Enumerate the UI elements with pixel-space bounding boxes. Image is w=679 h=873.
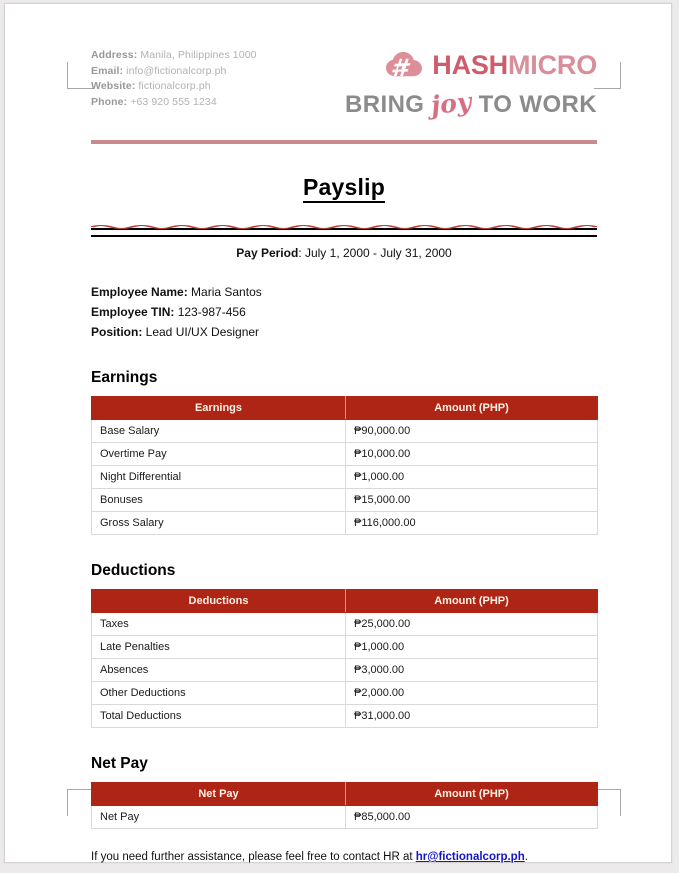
hr-contact-note	[91, 851, 597, 863]
earnings-table	[91, 396, 598, 535]
contact-line-phone	[91, 95, 257, 111]
section-heading-deductions: Deductions	[91, 562, 176, 579]
document-page	[4, 3, 672, 863]
table-row	[92, 613, 598, 636]
table-row	[92, 806, 598, 829]
earnings-row-amount: ₱1,000.00	[346, 466, 598, 489]
contact-line-website	[91, 79, 257, 95]
tagline-to-work: TO WORK	[478, 91, 597, 118]
contact-label-phone: Phone:	[91, 95, 128, 108]
earnings-col-header-amount: Amount (PHP)	[346, 397, 598, 420]
earnings-row-label: Gross Salary	[92, 512, 346, 535]
deductions-row-label: Taxes	[92, 613, 346, 636]
deductions-row-label: Absences	[92, 659, 346, 682]
tagline-joy: joy	[429, 86, 474, 121]
deductions-row-amount: ₱31,000.00	[346, 705, 598, 728]
deductions-row-label: Late Penalties	[92, 636, 346, 659]
contact-label-website: Website:	[91, 80, 136, 92]
table-row	[92, 682, 598, 705]
page-title-text: Payslip	[303, 174, 385, 203]
contact-value-email: info@fictionalcorp.ph	[126, 64, 227, 77]
employee-tin-value: 123-987-456	[174, 305, 246, 319]
deductions-row-amount: ₱3,000.00	[346, 659, 598, 682]
section-heading-net-pay: Net Pay	[91, 755, 148, 772]
pay-period	[91, 246, 597, 260]
contact-line-email	[91, 64, 257, 80]
deductions-row-label: Other Deductions	[92, 682, 346, 705]
contact-label-email: Email:	[91, 64, 124, 77]
earnings-row-label: Bonuses	[92, 489, 346, 512]
brand-wordmark	[432, 49, 597, 80]
contact-line-address	[91, 48, 257, 64]
page-title-text-wrap	[91, 174, 597, 230]
employee-position-line	[91, 322, 597, 342]
earnings-row-label: Night Differential	[92, 466, 346, 489]
employee-name-line	[91, 282, 597, 302]
earnings-row-amount: ₱10,000.00	[346, 443, 598, 466]
earnings-row-amount: ₱116,000.00	[346, 512, 598, 535]
contact-label-address: Address:	[91, 49, 138, 61]
table-row	[92, 466, 598, 489]
pay-period-label: Pay Period	[236, 246, 299, 260]
net-pay-row-amount: ₱85,000.00	[346, 806, 598, 829]
crop-mark-top-right	[594, 62, 621, 89]
net-pay-table	[91, 782, 598, 829]
table-row	[92, 489, 598, 512]
employee-tin-line	[91, 302, 597, 322]
crop-mark-bottom-right	[594, 789, 621, 816]
deductions-col-header-amount: Amount (PHP)	[346, 590, 598, 613]
earnings-row-amount: ₱15,000.00	[346, 489, 598, 512]
earnings-row-amount: ₱90,000.00	[346, 420, 598, 443]
table-header-row	[92, 783, 598, 806]
table-row	[92, 420, 598, 443]
table-row	[92, 705, 598, 728]
employee-name-value: Maria Santos	[187, 285, 262, 299]
letterhead	[91, 44, 597, 132]
contact-value-address: Manila, Philippines 1000	[140, 49, 257, 61]
deductions-col-header-label: Deductions	[92, 590, 346, 613]
tagline-bring: BRING	[345, 91, 425, 118]
logo-tagline-row	[341, 86, 597, 121]
hr-note-text-before: If you need further assistance, please feel free to contact HR at	[91, 851, 416, 863]
hr-note-text-after: .	[524, 851, 528, 863]
net-pay-row-label: Net Pay	[92, 806, 346, 829]
company-contact-block	[91, 48, 257, 110]
table-header-row	[92, 397, 598, 420]
employee-position-label: Position:	[91, 325, 143, 339]
deductions-row-amount: ₱25,000.00	[346, 613, 598, 636]
contact-value-phone: +63 920 555 1234	[130, 95, 217, 108]
document-content	[91, 44, 597, 863]
spellcheck-squiggle	[91, 208, 597, 237]
net-pay-col-header-label: Net Pay	[92, 783, 346, 806]
brand-hash: HASH	[432, 49, 508, 80]
brand-micro: MICRO	[508, 49, 597, 80]
pay-period-value: : July 1, 2000 - July 31, 2000	[298, 246, 452, 260]
table-header-row	[92, 590, 598, 613]
header-divider-rule	[91, 140, 597, 144]
earnings-row-label: Overtime Pay	[92, 443, 346, 466]
table-row	[92, 659, 598, 682]
net-pay-col-header-amount: Amount (PHP)	[346, 783, 598, 806]
deductions-table	[91, 589, 598, 728]
table-row	[92, 512, 598, 535]
contact-value-website: fictionalcorp.ph	[138, 80, 211, 92]
section-heading-earnings: Earnings	[91, 369, 158, 386]
employee-info	[91, 282, 597, 342]
deductions-row-amount: ₱1,000.00	[346, 636, 598, 659]
table-row	[92, 443, 598, 466]
logo-wordmark-row	[341, 44, 597, 86]
earnings-col-header-label: Earnings	[92, 397, 346, 420]
deductions-row-label: Total Deductions	[92, 705, 346, 728]
crop-mark-top-left	[67, 62, 94, 89]
page-title	[91, 174, 597, 228]
crop-mark-bottom-left	[67, 789, 94, 816]
company-logo	[341, 44, 597, 121]
table-row	[92, 636, 598, 659]
employee-name-label: Employee Name:	[91, 285, 188, 299]
employee-tin-label: Employee TIN:	[91, 305, 175, 319]
employee-position-value: Lead UI/UX Designer	[142, 325, 260, 339]
hr-email-link[interactable]: hr@fictionalcorp.ph	[415, 851, 525, 863]
deductions-row-amount: ₱2,000.00	[346, 682, 598, 705]
earnings-row-label: Base Salary	[92, 420, 346, 443]
cloud-hash-icon	[385, 51, 423, 79]
